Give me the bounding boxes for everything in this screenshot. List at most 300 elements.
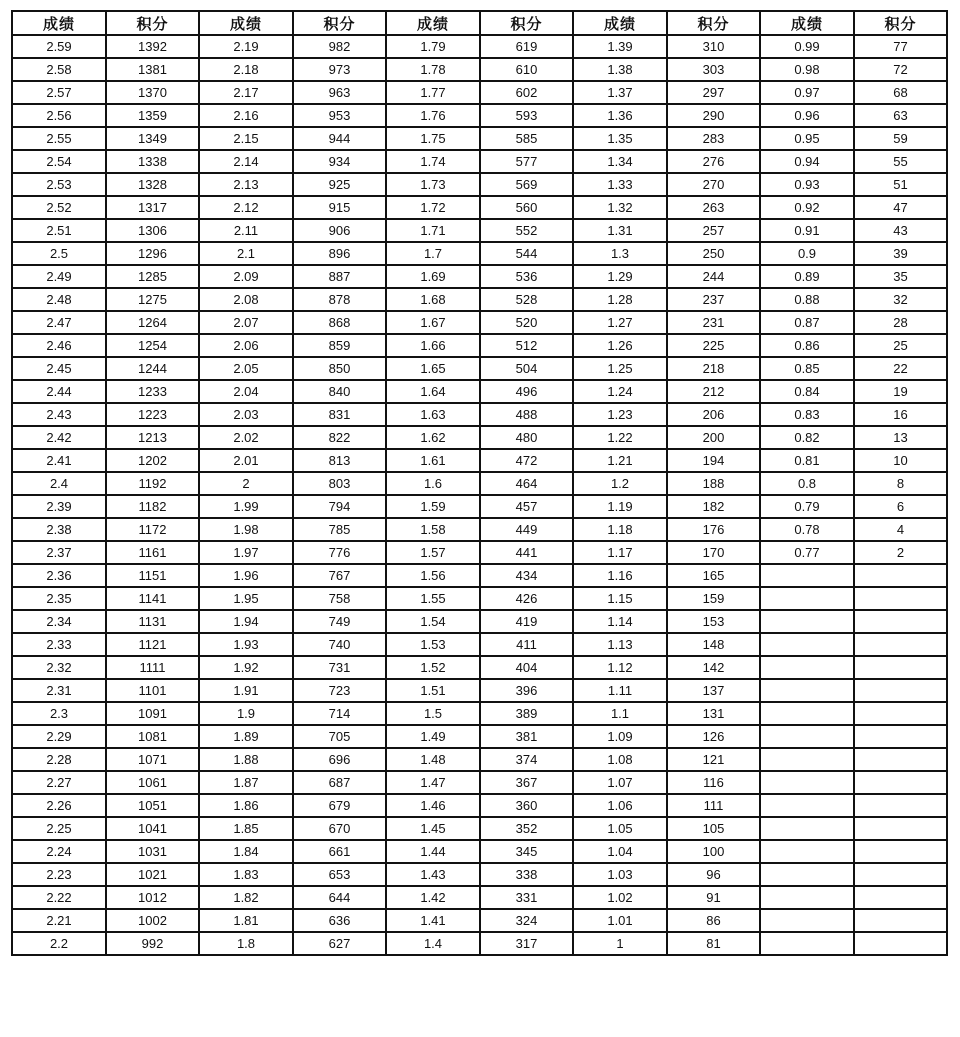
score-cell: [760, 771, 854, 794]
score-cell: 1.77: [386, 81, 480, 104]
score-cell: 1.47: [386, 771, 480, 794]
points-cell: 723: [293, 679, 386, 702]
points-cell: 457: [480, 495, 573, 518]
points-cell: 887: [293, 265, 386, 288]
table-row: [12, 495, 947, 518]
table-row: [12, 311, 947, 334]
points-cell: 1121: [106, 633, 199, 656]
score-cell: 1.48: [386, 748, 480, 771]
points-cell: 785: [293, 518, 386, 541]
points-cell: 464: [480, 472, 573, 495]
header-row: [12, 11, 947, 35]
score-cell: 2.53: [12, 173, 106, 196]
score-cell: 2.02: [199, 426, 293, 449]
points-cell: 231: [667, 311, 760, 334]
score-cell: 1.76: [386, 104, 480, 127]
score-cell: 1.46: [386, 794, 480, 817]
score-cell: 1.07: [573, 771, 667, 794]
points-cell: 1349: [106, 127, 199, 150]
score-cell: [760, 909, 854, 932]
points-cell: 367: [480, 771, 573, 794]
points-cell: 86: [667, 909, 760, 932]
score-cell: 1.7: [386, 242, 480, 265]
score-cell: 0.83: [760, 403, 854, 426]
points-cell: 389: [480, 702, 573, 725]
points-cell: 257: [667, 219, 760, 242]
points-cell: 200: [667, 426, 760, 449]
score-cell: 1.65: [386, 357, 480, 380]
score-cell: 1.36: [573, 104, 667, 127]
score-cell: 1.09: [573, 725, 667, 748]
points-cell: 1202: [106, 449, 199, 472]
table-body: [12, 35, 947, 955]
score-cell: 1: [573, 932, 667, 955]
score-cell: 2.39: [12, 495, 106, 518]
score-cell: 1.6: [386, 472, 480, 495]
score-cell: 1.26: [573, 334, 667, 357]
table-row: [12, 748, 947, 771]
score-cell: 0.95: [760, 127, 854, 150]
points-cell: 1296: [106, 242, 199, 265]
table-row: [12, 771, 947, 794]
points-cell: 441: [480, 541, 573, 564]
score-cell: 1.9: [199, 702, 293, 725]
score-cell: 1.4: [386, 932, 480, 955]
points-cell: 182: [667, 495, 760, 518]
points-cell: 411: [480, 633, 573, 656]
score-cell: 2.47: [12, 311, 106, 334]
score-cell: 1.96: [199, 564, 293, 587]
score-cell: 2.51: [12, 219, 106, 242]
points-cell: 218: [667, 357, 760, 380]
table-row: [12, 863, 947, 886]
score-cell: 1.45: [386, 817, 480, 840]
points-cell: [854, 610, 947, 633]
points-cell: [854, 771, 947, 794]
points-cell: 544: [480, 242, 573, 265]
points-cell: [854, 817, 947, 840]
points-cell: 1223: [106, 403, 199, 426]
points-cell: 63: [854, 104, 947, 127]
points-cell: 51: [854, 173, 947, 196]
score-cell: 2.58: [12, 58, 106, 81]
score-cell: 1.03: [573, 863, 667, 886]
score-cell: 1.55: [386, 587, 480, 610]
points-cell: 749: [293, 610, 386, 633]
points-cell: 426: [480, 587, 573, 610]
score-cell: 1.05: [573, 817, 667, 840]
table-row: [12, 472, 947, 495]
score-cell: 0.9: [760, 242, 854, 265]
header-points-4: 积分: [667, 11, 760, 35]
score-cell: 1.71: [386, 219, 480, 242]
score-cell: 2.14: [199, 150, 293, 173]
points-cell: [854, 587, 947, 610]
points-cell: 39: [854, 242, 947, 265]
header-score-4: 成绩: [573, 11, 667, 35]
points-cell: 165: [667, 564, 760, 587]
points-cell: 310: [667, 35, 760, 58]
points-cell: 577: [480, 150, 573, 173]
points-cell: 8: [854, 472, 947, 495]
table-row: [12, 173, 947, 196]
points-cell: [854, 702, 947, 725]
score-cell: [760, 702, 854, 725]
points-cell: [854, 633, 947, 656]
score-cell: 1.88: [199, 748, 293, 771]
table-row: [12, 35, 947, 58]
points-cell: 850: [293, 357, 386, 380]
score-cell: 0.98: [760, 58, 854, 81]
header-score-3: 成绩: [386, 11, 480, 35]
points-cell: 1172: [106, 518, 199, 541]
score-cell: 0.94: [760, 150, 854, 173]
points-cell: 731: [293, 656, 386, 679]
table-row: [12, 403, 947, 426]
points-cell: 480: [480, 426, 573, 449]
score-cell: 2.49: [12, 265, 106, 288]
points-cell: 81: [667, 932, 760, 955]
score-cell: 2.28: [12, 748, 106, 771]
score-cell: 2.38: [12, 518, 106, 541]
points-cell: 636: [293, 909, 386, 932]
points-cell: 963: [293, 81, 386, 104]
points-cell: 345: [480, 840, 573, 863]
score-cell: 1.21: [573, 449, 667, 472]
score-cell: 2.11: [199, 219, 293, 242]
score-cell: 1.37: [573, 81, 667, 104]
score-cell: 2.04: [199, 380, 293, 403]
points-cell: 1161: [106, 541, 199, 564]
points-cell: 55: [854, 150, 947, 173]
points-cell: 679: [293, 794, 386, 817]
points-cell: 687: [293, 771, 386, 794]
score-cell: 2.29: [12, 725, 106, 748]
points-cell: 896: [293, 242, 386, 265]
points-cell: 627: [293, 932, 386, 955]
score-cell: 1.73: [386, 173, 480, 196]
points-cell: 105: [667, 817, 760, 840]
points-cell: 237: [667, 288, 760, 311]
points-cell: 504: [480, 357, 573, 380]
points-cell: 560: [480, 196, 573, 219]
points-cell: 1306: [106, 219, 199, 242]
score-cell: 1.34: [573, 150, 667, 173]
points-cell: 1141: [106, 587, 199, 610]
points-cell: 126: [667, 725, 760, 748]
score-cell: 1.98: [199, 518, 293, 541]
score-cell: 1.78: [386, 58, 480, 81]
table-row: [12, 587, 947, 610]
points-cell: 1151: [106, 564, 199, 587]
score-cell: 1.12: [573, 656, 667, 679]
score-cell: 2.52: [12, 196, 106, 219]
score-cell: 2.01: [199, 449, 293, 472]
score-cell: 2.5: [12, 242, 106, 265]
score-cell: 1.04: [573, 840, 667, 863]
points-cell: 593: [480, 104, 573, 127]
score-cell: 1.18: [573, 518, 667, 541]
score-cell: 1.85: [199, 817, 293, 840]
points-cell: 1031: [106, 840, 199, 863]
score-cell: [760, 886, 854, 909]
points-cell: 59: [854, 127, 947, 150]
score-cell: 2.48: [12, 288, 106, 311]
points-cell: 419: [480, 610, 573, 633]
points-cell: 1254: [106, 334, 199, 357]
points-cell: 859: [293, 334, 386, 357]
points-cell: 696: [293, 748, 386, 771]
score-cell: 1.35: [573, 127, 667, 150]
points-cell: [854, 863, 947, 886]
score-cell: [760, 725, 854, 748]
score-cell: 2.59: [12, 35, 106, 58]
score-cell: 2.19: [199, 35, 293, 58]
table-row: [12, 104, 947, 127]
score-cell: 2.09: [199, 265, 293, 288]
points-cell: 569: [480, 173, 573, 196]
points-cell: 324: [480, 909, 573, 932]
points-cell: 352: [480, 817, 573, 840]
score-cell: [760, 794, 854, 817]
table-row: [12, 449, 947, 472]
points-cell: 982: [293, 35, 386, 58]
score-cell: 0.77: [760, 541, 854, 564]
score-cell: 1.01: [573, 909, 667, 932]
score-cell: 2.26: [12, 794, 106, 817]
points-cell: 831: [293, 403, 386, 426]
points-cell: 16: [854, 403, 947, 426]
table-row: [12, 242, 947, 265]
header-points-5: 积分: [854, 11, 947, 35]
points-cell: 381: [480, 725, 573, 748]
score-cell: 1.1: [573, 702, 667, 725]
score-cell: 2.42: [12, 426, 106, 449]
points-cell: 404: [480, 656, 573, 679]
points-cell: 35: [854, 265, 947, 288]
score-cell: 1.38: [573, 58, 667, 81]
header-score-5: 成绩: [760, 11, 854, 35]
table-row: [12, 518, 947, 541]
score-cell: 2.43: [12, 403, 106, 426]
score-cell: 1.3: [573, 242, 667, 265]
score-cell: 1.11: [573, 679, 667, 702]
score-cell: 0.88: [760, 288, 854, 311]
score-cell: 1.79: [386, 35, 480, 58]
score-cell: 1.99: [199, 495, 293, 518]
score-cell: 2.06: [199, 334, 293, 357]
score-cell: [760, 679, 854, 702]
score-cell: 2.36: [12, 564, 106, 587]
table-row: [12, 840, 947, 863]
points-cell: 47: [854, 196, 947, 219]
points-cell: [854, 932, 947, 955]
points-cell: [854, 679, 947, 702]
score-cell: 2.27: [12, 771, 106, 794]
points-cell: 1182: [106, 495, 199, 518]
points-cell: 96: [667, 863, 760, 886]
points-cell: 585: [480, 127, 573, 150]
points-cell: 1021: [106, 863, 199, 886]
points-cell: 1285: [106, 265, 199, 288]
score-cell: 0.99: [760, 35, 854, 58]
score-cell: 0.89: [760, 265, 854, 288]
points-cell: 767: [293, 564, 386, 587]
score-cell: 1.13: [573, 633, 667, 656]
points-cell: 4: [854, 518, 947, 541]
points-cell: 915: [293, 196, 386, 219]
points-cell: 153: [667, 610, 760, 633]
points-cell: 934: [293, 150, 386, 173]
points-cell: 803: [293, 472, 386, 495]
points-cell: 1328: [106, 173, 199, 196]
points-cell: 331: [480, 886, 573, 909]
points-cell: 1111: [106, 656, 199, 679]
points-cell: 944: [293, 127, 386, 150]
header-score-1: 成绩: [12, 11, 106, 35]
points-cell: 1192: [106, 472, 199, 495]
points-cell: 1071: [106, 748, 199, 771]
score-cell: 1.97: [199, 541, 293, 564]
points-cell: 1101: [106, 679, 199, 702]
score-cell: 2.54: [12, 150, 106, 173]
points-cell: 434: [480, 564, 573, 587]
points-cell: 283: [667, 127, 760, 150]
points-cell: 68: [854, 81, 947, 104]
score-cell: 2.45: [12, 357, 106, 380]
score-cell: 2.25: [12, 817, 106, 840]
table-row: [12, 679, 947, 702]
score-cell: [760, 863, 854, 886]
score-cell: 1.14: [573, 610, 667, 633]
score-cell: 1.42: [386, 886, 480, 909]
points-cell: 868: [293, 311, 386, 334]
points-cell: 1131: [106, 610, 199, 633]
score-cell: 1.84: [199, 840, 293, 863]
score-cell: 2.4: [12, 472, 106, 495]
score-cell: 1.19: [573, 495, 667, 518]
score-cell: 0.97: [760, 81, 854, 104]
score-cell: 0.84: [760, 380, 854, 403]
points-cell: 2: [854, 541, 947, 564]
score-cell: 2.33: [12, 633, 106, 656]
score-cell: 2.23: [12, 863, 106, 886]
points-cell: 528: [480, 288, 573, 311]
score-cell: 2.34: [12, 610, 106, 633]
score-cell: 2.35: [12, 587, 106, 610]
score-cell: [760, 817, 854, 840]
score-cell: 1.61: [386, 449, 480, 472]
score-cell: 1.54: [386, 610, 480, 633]
points-cell: 496: [480, 380, 573, 403]
points-cell: 290: [667, 104, 760, 127]
points-cell: 1081: [106, 725, 199, 748]
table-row: [12, 357, 947, 380]
score-cell: 1.89: [199, 725, 293, 748]
score-cell: [760, 587, 854, 610]
table-row: [12, 886, 947, 909]
table-row: [12, 656, 947, 679]
table-row: [12, 58, 947, 81]
score-cell: 0.87: [760, 311, 854, 334]
score-cell: 2.18: [199, 58, 293, 81]
points-cell: 111: [667, 794, 760, 817]
points-cell: 32: [854, 288, 947, 311]
header-points-3: 积分: [480, 11, 573, 35]
score-cell: 1.22: [573, 426, 667, 449]
score-cell: 1.43: [386, 863, 480, 886]
points-cell: 159: [667, 587, 760, 610]
points-cell: 263: [667, 196, 760, 219]
score-cell: [760, 610, 854, 633]
points-cell: 212: [667, 380, 760, 403]
score-cell: 0.93: [760, 173, 854, 196]
score-cell: 2.32: [12, 656, 106, 679]
score-cell: 2.24: [12, 840, 106, 863]
score-cell: 2.21: [12, 909, 106, 932]
points-cell: 472: [480, 449, 573, 472]
score-cell: 1.91: [199, 679, 293, 702]
score-cell: 0.85: [760, 357, 854, 380]
points-cell: [854, 909, 947, 932]
score-cell: 0.8: [760, 472, 854, 495]
score-cell: 1.5: [386, 702, 480, 725]
score-cell: 1.17: [573, 541, 667, 564]
score-cell: 1.64: [386, 380, 480, 403]
score-cell: 2.03: [199, 403, 293, 426]
points-cell: 813: [293, 449, 386, 472]
points-cell: 72: [854, 58, 947, 81]
points-cell: 610: [480, 58, 573, 81]
points-cell: 142: [667, 656, 760, 679]
points-cell: 552: [480, 219, 573, 242]
points-cell: 360: [480, 794, 573, 817]
points-cell: 670: [293, 817, 386, 840]
points-cell: [854, 748, 947, 771]
points-cell: 1061: [106, 771, 199, 794]
score-cell: 1.39: [573, 35, 667, 58]
score-cell: 1.44: [386, 840, 480, 863]
score-cell: 1.92: [199, 656, 293, 679]
points-cell: 1012: [106, 886, 199, 909]
points-cell: 100: [667, 840, 760, 863]
table-row: [12, 219, 947, 242]
score-cell: 2.55: [12, 127, 106, 150]
points-cell: 822: [293, 426, 386, 449]
points-cell: 906: [293, 219, 386, 242]
points-cell: 520: [480, 311, 573, 334]
points-cell: 250: [667, 242, 760, 265]
score-cell: 2.16: [199, 104, 293, 127]
points-cell: 10: [854, 449, 947, 472]
score-cell: 1.81: [199, 909, 293, 932]
points-cell: 653: [293, 863, 386, 886]
table-row: [12, 725, 947, 748]
score-cell: 1.16: [573, 564, 667, 587]
score-cell: 2.44: [12, 380, 106, 403]
score-cell: 0.92: [760, 196, 854, 219]
table-row: [12, 794, 947, 817]
score-cell: 2.2: [12, 932, 106, 955]
header-points-2: 积分: [293, 11, 386, 35]
score-cell: 1.33: [573, 173, 667, 196]
header-score-2: 成绩: [199, 11, 293, 35]
score-cell: [760, 748, 854, 771]
table-row: [12, 610, 947, 633]
points-cell: 992: [106, 932, 199, 955]
score-cell: 1.51: [386, 679, 480, 702]
points-cell: [854, 725, 947, 748]
